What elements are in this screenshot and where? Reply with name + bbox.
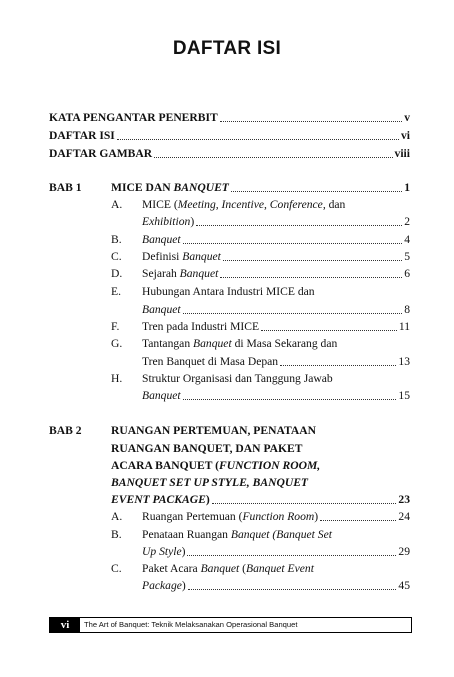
leader-dots (187, 555, 396, 556)
chapter-title-line[interactable]: BANQUET SET UP STYLE, BANQUET (111, 476, 309, 489)
item-letter: H. (111, 372, 123, 385)
toc-page: 11 (398, 320, 410, 333)
leader-dots (212, 503, 397, 504)
leader-dots (280, 365, 396, 366)
toc-label: Banquet (142, 389, 181, 402)
footer-book-title: The Art of Banquet: Teknik Melaksanakan Operasional Banquet (84, 620, 298, 629)
leader-dots (223, 260, 402, 261)
toc-entry-kata-pengantar[interactable] (49, 111, 410, 125)
toc-page: viii (394, 147, 410, 160)
toc-page: 5 (404, 250, 410, 263)
toc-entry-mice[interactable] (142, 215, 410, 229)
leader-dots (231, 191, 402, 192)
toc-entry-bab1[interactable] (111, 181, 410, 195)
leader-dots (183, 313, 403, 314)
toc-entry-struktur[interactable] (142, 389, 410, 403)
toc-label: DAFTAR GAMBAR (49, 147, 153, 160)
toc-page: 45 (398, 579, 410, 592)
toc-entry-daftar-isi[interactable] (49, 129, 410, 143)
item-letter: C. (111, 562, 122, 575)
item-letter: B. (111, 528, 122, 541)
leader-dots (196, 225, 402, 226)
toc-entry-tantangan[interactable] (142, 355, 410, 369)
footer-page-number: vi (50, 618, 80, 632)
item-letter: B. (111, 233, 122, 246)
leader-dots (183, 243, 403, 244)
toc-label: DAFTAR ISI (49, 129, 115, 142)
toc-page: 8 (404, 303, 410, 316)
leader-dots (183, 399, 397, 400)
toc-label: Sejarah Banquet (142, 267, 219, 280)
toc-page: 6 (404, 267, 410, 280)
chapter-title-line[interactable]: RUANGAN BANQUET, DAN PAKET (111, 442, 303, 455)
toc-label: Up Style) (142, 545, 186, 558)
toc-entry-paket[interactable] (142, 579, 410, 593)
toc-label: Definisi Banquet (142, 250, 221, 263)
toc-entry-banquet[interactable] (142, 233, 410, 247)
toc-label: Banquet (142, 233, 181, 246)
toc-entry-tantangan-line1[interactable]: Tantangan Banquet di Masa Sekarang dan (142, 337, 338, 350)
toc-entry-daftar-gambar[interactable] (49, 147, 410, 161)
toc-label: EVENT PACKAGE) (111, 493, 210, 506)
page-title: DAFTAR ISI (172, 38, 282, 59)
leader-dots (220, 277, 402, 278)
item-letter: C. (111, 250, 122, 263)
toc-page: 4 (404, 233, 410, 246)
toc-label: KATA PENGANTAR PENERBIT (49, 111, 218, 124)
chapter-number: BAB 2 (49, 424, 82, 437)
toc-entry-penataan-line1[interactable]: Penataan Ruangan Banquet (Banquet Set (142, 528, 332, 541)
item-letter: F. (111, 320, 120, 333)
toc-entry-paket-line1[interactable]: Paket Acara Banquet (Banquet Event (142, 562, 314, 575)
leader-dots (117, 139, 399, 140)
chapter-number: BAB 1 (49, 181, 82, 194)
leader-dots (220, 121, 402, 122)
toc-entry-hubungan-line1[interactable]: Hubungan Antara Industri MICE dan (142, 285, 315, 298)
item-letter: A. (111, 198, 123, 211)
toc-entry-definisi[interactable] (142, 250, 410, 264)
chapter-title-line[interactable]: RUANGAN PERTEMUAN, PENATAAN (111, 424, 316, 437)
toc-entry-mice-line1[interactable]: MICE (Meeting, Incentive, Conference, dan (142, 198, 346, 211)
page-footer (49, 617, 412, 633)
toc-page: 29 (398, 545, 410, 558)
toc-label: Package) (142, 579, 186, 592)
toc-page: vi (400, 129, 410, 142)
item-letter: G. (111, 337, 123, 350)
toc-entry-ruangan[interactable] (142, 510, 410, 524)
toc-entry-bab2[interactable] (111, 493, 410, 507)
toc-page: 1 (404, 181, 410, 194)
item-letter: D. (111, 267, 123, 280)
chapter-title-line[interactable]: ACARA BANQUET (FUNCTION ROOM, (111, 459, 321, 472)
toc-label: Tren pada Industri MICE (142, 320, 260, 333)
toc-label: Tren Banquet di Masa Depan (142, 355, 279, 368)
leader-dots (320, 520, 396, 521)
toc-page: v (404, 111, 410, 124)
toc-label: MICE DAN BANQUET (111, 181, 229, 194)
toc-entry-penataan[interactable] (142, 545, 410, 559)
toc-label: Exhibition) (142, 215, 195, 228)
toc-page: 24 (398, 510, 410, 523)
leader-dots (154, 157, 392, 158)
toc-page: 23 (398, 493, 410, 506)
toc-label: Banquet (142, 303, 181, 316)
leader-dots (261, 330, 397, 331)
toc-label: Ruangan Pertemuan (Function Room) (142, 510, 319, 523)
item-letter: E. (111, 285, 121, 298)
toc-page: 15 (398, 389, 410, 402)
toc-page: 13 (398, 355, 410, 368)
toc-entry-tren[interactable] (142, 320, 410, 334)
toc-entry-hubungan[interactable] (142, 303, 410, 317)
toc-page: 2 (404, 215, 410, 228)
toc-entry-struktur-line1[interactable]: Struktur Organisasi dan Tanggung Jawab (142, 372, 333, 385)
leader-dots (188, 589, 397, 590)
toc-entry-sejarah[interactable] (142, 267, 410, 281)
item-letter: A. (111, 510, 123, 523)
